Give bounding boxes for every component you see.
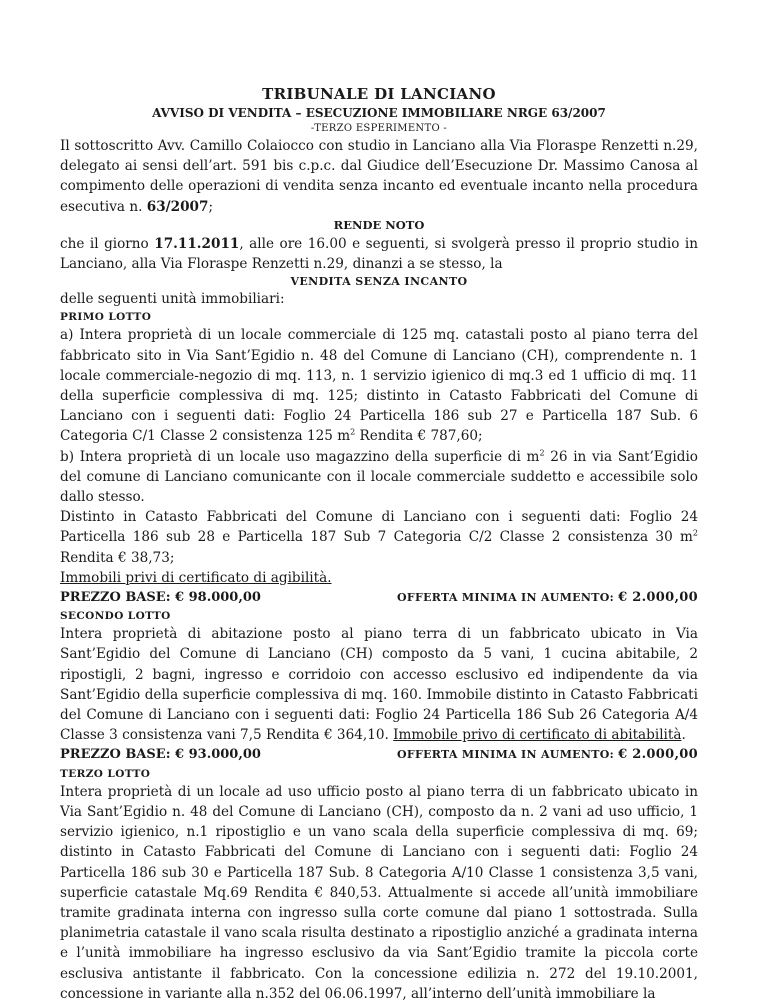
lot-2-text — [60, 624, 698, 745]
lot-1-b-text: b) Intera proprietà di un locale uso magazzino della superficie di m — [60, 448, 540, 465]
date-after: , alle ore 16.00 e seguenti, si svolgerà presso il proprio studio in Lanciano, alla Via Floraspe Renzetti n.29, dinanzi a se stesso, la — [60, 235, 698, 273]
intro-text: Il sottoscritto Avv. Camillo Colaiocco con studio in Lanciano alla Via Floraspe Renzetti n.29, delegato ai sensi dell’art. 591 bis c.p.c. dal Giudice dell’Esecuzione Dr. Massimo Canosa al compimento delle operazioni di vendita senza incanto ed eventuale incanto nella procedura esecutiva n. — [60, 138, 698, 215]
lot-1-cadastre-tail: Rendita € 38,73; — [60, 549, 175, 566]
lot-1-price-row — [60, 588, 698, 608]
lot-1-min-offer — [397, 588, 698, 608]
lot-2-note-tail: . — [681, 727, 686, 744]
lot-1-offer-value: € 2.000,00 — [618, 590, 698, 606]
lot-2-price-row — [60, 745, 698, 765]
units-intro: delle seguenti unità immobiliari: — [60, 291, 285, 308]
lot-1-cadastre — [60, 507, 698, 568]
lot-2-description: Intera proprietà di abitazione posto al piano terra di un fabbricato ubicato in Via Sant’Egidio del Comune di Lanciano (CH) composto da 5 vani, 1 cucina abitabile, 2 ripostigli, 2 bagni, ingresso e corridoio con accesso esclusivo ed indipendente da via Sant’Egidio della superficie complessiva di mq. 160. Immobile distinto in Catasto Fabbricati del Comune di Lanciano con i seguenti dati: Foglio 24 Particella 186 Sub 26 Categoria A/4 Classe 3 consistenza vani 7,5 Rendita € 364,10. — [60, 626, 698, 744]
lot-1-a-text: a) Intera proprietà di un locale commerciale di 125 mq. catastali posto al piano terra del fabbricato sito in Via Sant’Egidio n. 48 del Comune di Lanciano (CH), comprendente n. 1 locale commerciale-negozio di mq. 113, n. 1 servizio igienico di mq.3 ed 1 ufficio di mq. 11 della superficie complessiva di mq. 125; distinto in Catasto Fabbricati del Comune di Lanciano con i seguenti dati: Foglio 24 Particella 186 sub 27 e Particella 187 Sub. 6 Categoria C/1 Classe 2 consistenza 125 m — [60, 327, 698, 445]
lot-3-text: Intera proprietà di un locale ad uso ufficio posto al piano terra di un fabbricato ubicato in Via Sant’Egidio n. 48 del Comune di Lanciano (CH), composto da n. 2 vani ad uso ufficio, 1 servizio igienico, n.1 ripostiglio e un vano scala della superficie complessiva di mq. 69; distinto in Catasto Fabbricati del Comune di Lanciano con i seguenti dati: Foglio 24 Particella 186 sub 30 e Particella 187 Sub. 8 Categoria A/10 Classe 1 consistenza 3,5 vani, superficie catastale Mq.69 Rendita € 840,53. Attualmente si accede all’unità immobiliare tramite gradinata interna con ingresso sulla corte comune dal piano 1 sottostrada. Sulla planimetria catastale il vano scala risulta destinato a ripostiglio anziché a gradinata interna e l’unità immobiliare ha ingresso esclusivo da via Sant’Egidio tramite la piccola corte esclusiva antistante il fabbricato. Con la concessione edilizia n. 272 del 19.10.2001, concessione in variante alla n.352 del 06.06.1997, all’interno dell’unità immobiliare la — [60, 783, 698, 1002]
lot-1-note: Immobili privi di certificato di agibilità. — [60, 569, 332, 586]
lot-1-cadastre-text: Distinto in Catasto Fabbricati del Comune di Lanciano con i seguenti dati: Foglio 24 Particella 186 sub 28 e Particella 187 Sub 7 Categoria C/2 Classe 2 consistenza 30 m — [60, 509, 698, 546]
court-title: TRIBUNALE DI LANCIANO — [262, 85, 496, 103]
lot-1-b-sup: 2 — [539, 448, 545, 458]
lot-1-cadastre-sup: 2 — [692, 528, 698, 538]
lot-1-item-a — [60, 325, 698, 446]
intro-paragraph — [60, 136, 698, 217]
lot-1-base-label: PREZZO BASE: — [60, 590, 171, 606]
lot-1-a-sup: 2 — [350, 427, 356, 437]
lot-2-min-offer — [397, 745, 698, 765]
lot-2-offer-value: € 2.000,00 — [618, 747, 698, 763]
lot-1-base-value: € 98.000,00 — [175, 590, 261, 606]
lot-1-offer-label: OFFERTA MINIMA IN AUMENTO: — [397, 591, 614, 605]
rende-noto-heading: RENDE NOTO — [333, 217, 425, 232]
lot-2-offer-label: OFFERTA MINIMA IN AUMENTO: — [397, 748, 614, 762]
lot-2-note: Immobile privo di certificato di abitabilità — [393, 727, 682, 744]
lot-1-item-b — [60, 447, 698, 508]
lot-3-label: TERZO LOTTO — [60, 767, 151, 780]
lot-1-b-tail: 26 in via Sant’Egidio del comune di Lanciano comunicante con il locale commerciale suddetto e accessibile solo dallo stesso. — [60, 448, 698, 506]
lot-1-a-tail: Rendita € 787,60; — [355, 428, 483, 445]
lot-1-label: PRIMO LOTTO — [60, 311, 152, 324]
intro-tail: ; — [208, 198, 214, 215]
attempt-label: -TERZO ESPERIMENTO - — [310, 123, 448, 134]
lot-2-base-value: € 93.000,00 — [175, 747, 261, 763]
date-before: che il giorno — [60, 235, 155, 252]
document-page — [60, 84, 698, 1004]
lot-1-base-price — [60, 588, 261, 608]
lot-2-base-price — [60, 745, 261, 765]
lot-2-label: SECONDO LOTTO — [60, 610, 171, 623]
notice-title: AVVISO DI VENDITA – ESECUZIONE IMMOBILIARE NRGE 63/2007 — [152, 106, 606, 120]
procedure-number: 63/2007 — [146, 198, 209, 215]
lot-2-base-label: PREZZO BASE: — [60, 747, 171, 763]
sale-heading: VENDITA SENZA INCANTO — [290, 275, 468, 289]
sale-date: 17.11.2011 — [154, 235, 240, 252]
date-paragraph — [60, 234, 698, 274]
